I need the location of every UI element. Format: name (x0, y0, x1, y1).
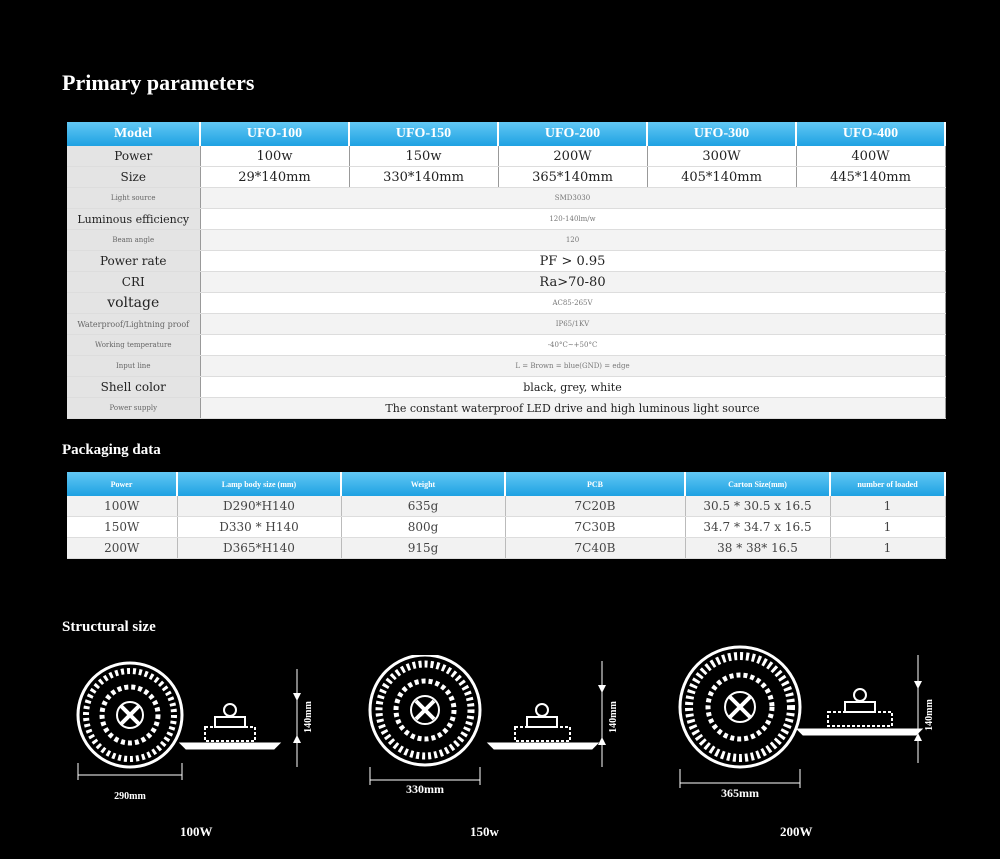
table-row (67, 496, 945, 517)
spec-value: L = Brown = blue(GND) = edge (200, 356, 945, 377)
spec-label: Beam angle (67, 230, 200, 251)
cell-pcb: 7C20B (505, 496, 685, 517)
lamp-top-view (78, 663, 182, 767)
packaging-header-row (67, 472, 945, 496)
header-lamp-size: Lamp body size (mm) (177, 472, 341, 496)
structural-size-title: Structural size (62, 619, 156, 635)
size-label: Size (67, 167, 200, 188)
spec-label: Shell color (67, 377, 200, 398)
lamp-drawing-150w (360, 655, 630, 805)
spec-label: Working temperature (67, 335, 200, 356)
spec-value: The constant waterproof LED drive and high luminous light source (200, 398, 945, 419)
size-row (67, 167, 945, 188)
size-value: 365*140mm (498, 167, 647, 188)
spec-value: IP65/1KV (200, 314, 945, 335)
spec-row-waterproof (67, 314, 945, 335)
header-carton-size: Carton Size(mm) (685, 472, 830, 496)
lamp-side-view (797, 689, 922, 735)
primary-parameters-title: Primary parameters (62, 70, 255, 95)
power-value: 400W (796, 146, 945, 167)
cell-carton-size: 38 * 38* 16.5 (685, 538, 830, 559)
cell-weight: 915g (341, 538, 505, 559)
size-value: 29*140mm (200, 167, 349, 188)
lamp-side-view (488, 704, 598, 749)
power-value: 300W (647, 146, 796, 167)
size-value: 445*140mm (796, 167, 945, 188)
header-ufo-300: UFO-300 (647, 122, 796, 146)
cell-pcb: 7C40B (505, 538, 685, 559)
header-ufo-400: UFO-400 (796, 122, 945, 146)
lamp-side-view (180, 704, 280, 749)
spec-row-input-line (67, 356, 945, 377)
lamp-top-view (370, 655, 480, 765)
header-model: Model (67, 122, 200, 146)
lamp-drawing-100w (65, 655, 325, 805)
spec-value: Ra>70-80 (200, 272, 945, 293)
header-power: Power (67, 472, 177, 496)
spec-row-shell-color (67, 377, 945, 398)
power-value: 150w (349, 146, 498, 167)
cell-number-loaded: 1 (830, 538, 945, 559)
spec-row-voltage (67, 293, 945, 314)
spec-label: Luminous efficiency (67, 209, 200, 230)
spec-value: -40°C~+50°C (200, 335, 945, 356)
cell-power: 150W (67, 517, 177, 538)
lamp-caption: 200W (780, 824, 813, 839)
cell-number-loaded: 1 (830, 496, 945, 517)
cell-carton-size: 30.5 * 30.5 x 16.5 (685, 496, 830, 517)
spec-value: black, grey, white (200, 377, 945, 398)
spec-label: CRI (67, 272, 200, 293)
spec-value: SMD3030 (200, 188, 945, 209)
cell-lamp-size: D330 * H140 (177, 517, 341, 538)
cell-weight: 635g (341, 496, 505, 517)
lamp-drawing-200w (672, 645, 952, 805)
spec-value: 120-140lm/w (200, 209, 945, 230)
spec-label: Input line (67, 356, 200, 377)
spec-row-beam-angle (67, 230, 945, 251)
spec-label: Light source (67, 188, 200, 209)
power-value: 100w (200, 146, 349, 167)
cell-power: 100W (67, 496, 177, 517)
size-value: 330*140mm (349, 167, 498, 188)
spec-label: Power rate (67, 251, 200, 272)
header-ufo-200: UFO-200 (498, 122, 647, 146)
cell-lamp-size: D290*H140 (177, 496, 341, 517)
spec-row-power-rate (67, 251, 945, 272)
cell-pcb: 7C30B (505, 517, 685, 538)
spec-label: voltage (67, 293, 200, 314)
spec-value: 120 (200, 230, 945, 251)
packaging-data-table (67, 472, 946, 559)
height-label: 140mm (303, 701, 314, 733)
height-label: 140mm (608, 701, 619, 733)
table-row (67, 517, 945, 538)
spec-value: PF > 0.95 (200, 251, 945, 272)
cell-weight: 800g (341, 517, 505, 538)
lamp-caption: 150w (470, 824, 499, 839)
spec-row-cri (67, 272, 945, 293)
spec-value: AC85-265V (200, 293, 945, 314)
cell-number-loaded: 1 (830, 517, 945, 538)
size-value: 405*140mm (647, 167, 796, 188)
height-label: 140mm (924, 699, 935, 731)
power-value: 200W (498, 146, 647, 167)
header-weight: Weight (341, 472, 505, 496)
packaging-data-title: Packaging data (62, 442, 161, 458)
lamp-top-view (680, 647, 800, 767)
spec-row-luminous-efficiency (67, 209, 945, 230)
spec-label: Waterproof/Lightning proof (67, 314, 200, 335)
cell-lamp-size: D365*H140 (177, 538, 341, 559)
diameter-label: 290mm (114, 791, 146, 802)
diameter-label: 365mm (721, 786, 759, 800)
primary-parameters-table (67, 122, 946, 419)
spec-row-working-temperature (67, 335, 945, 356)
header-number-loaded: number of loaded (830, 472, 945, 496)
header-ufo-150: UFO-150 (349, 122, 498, 146)
header-ufo-100: UFO-100 (200, 122, 349, 146)
spec-row-light-source (67, 188, 945, 209)
diameter-label: 330mm (406, 782, 444, 796)
power-row (67, 146, 945, 167)
primary-header-row (67, 122, 945, 146)
table-row (67, 538, 945, 559)
cell-carton-size: 34.7 * 34.7 x 16.5 (685, 517, 830, 538)
spec-label: Power supply (67, 398, 200, 419)
lamp-caption: 100W (180, 824, 213, 839)
header-pcb: PCB (505, 472, 685, 496)
cell-power: 200W (67, 538, 177, 559)
spec-row-power-supply (67, 398, 945, 419)
power-label: Power (67, 146, 200, 167)
